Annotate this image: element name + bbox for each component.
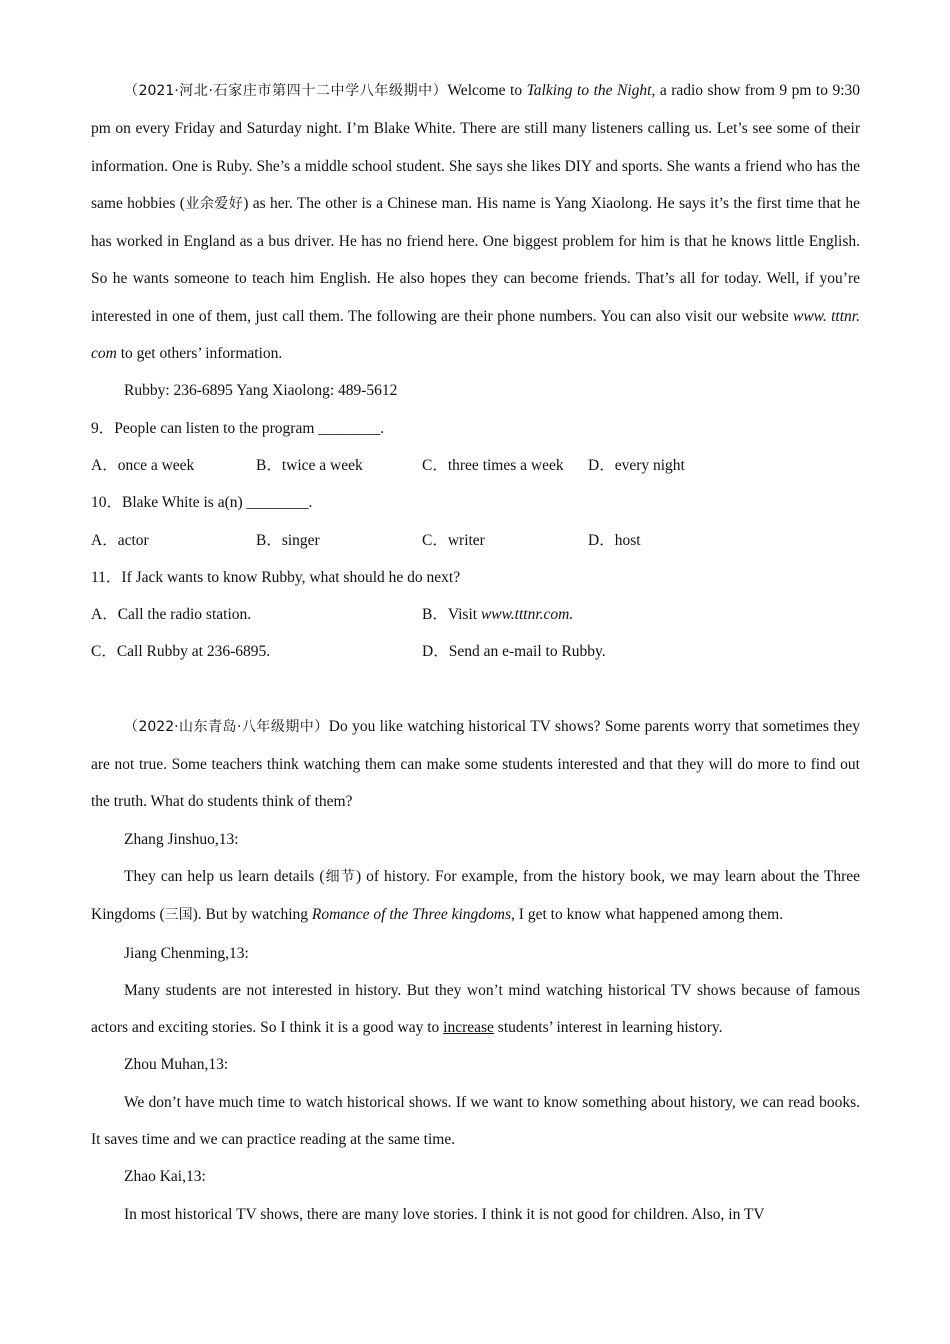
question-11-options-row2: [91, 633, 860, 670]
option-d[interactable]: D．every night: [588, 456, 685, 474]
show-title: Talking to the Night: [526, 82, 652, 99]
option-a[interactable]: A．once a week: [91, 456, 195, 474]
option-b-website: www.tttnr.com.: [480, 606, 574, 624]
chinese-gloss: 三国: [164, 907, 193, 924]
option-c[interactable]: C．Call Rubby at 236-6895.: [91, 643, 271, 661]
chinese-gloss: 细节: [324, 868, 356, 885]
section-gap: [91, 671, 860, 708]
opinion-text: students’ interest in learning history.: [493, 1019, 723, 1037]
option-b[interactable]: [422, 596, 573, 633]
option-b[interactable]: B．twice a week: [256, 456, 363, 474]
opinion-text: ). But by watching: [192, 906, 312, 924]
option-c[interactable]: C．writer: [422, 531, 485, 549]
underlined-word: increase: [443, 1019, 494, 1037]
student-name: Zhou Muhan,13:: [124, 1056, 229, 1074]
passage1-source: （2021·河北·石家庄市第四十二中学八年级期中）: [124, 83, 448, 99]
passage1-paragraph: [91, 72, 860, 372]
option-b[interactable]: B．singer: [256, 531, 320, 549]
document-page: [91, 72, 860, 1233]
option-a[interactable]: A．actor: [91, 531, 149, 549]
phone-numbers: Rubby: 236-6895 Yang Xiaolong: 489-5612: [124, 382, 398, 400]
opinion-text: They can help us learn details (: [124, 867, 325, 885]
book-title: Romance of the Three kingdoms: [311, 906, 512, 924]
chinese-gloss: 业余爱好: [184, 195, 244, 212]
passage1-text: to get others’ information.: [116, 345, 283, 363]
question-10-stem: 10．Blake White is a(n) ________.: [91, 494, 313, 512]
passage1-text: , a radio show from 9 pm to 9:30 pm on every Friday and Saturday night. I’m Blake White. There are still many listeners calling us. Let’s see some of their information. One is Ruby. She’s a middle school student. She says she likes DIY and sports. She wants a friend who has the same hobbies (: [91, 82, 861, 212]
student-opinion: In most historical TV shows, there are many love stories. I think it is not good for children. Also, in TV: [124, 1205, 765, 1223]
student-name: Zhao Kai,13:: [124, 1168, 206, 1186]
question-11-options-row1: [91, 596, 860, 633]
passage1-text: Welcome to: [447, 82, 527, 99]
passage1-text: ) as her. The other is a Chinese man. His name is Yang Xiaolong. He says it’s the first time that he has worked in England as a bus driver. He has no friend here. One biggest problem for him is that he knows little English. So he wants someone to teach him English. He also hopes they can become friends. That’s all for today. Well, if you’re interested in one of them, just call them. The following are their phone numbers. You can also visit our website: [91, 194, 861, 325]
opinion-text: Many students are not interested in history. But they won’t mind watching historical TV shows because of famous actors and exciting stories. So I think it is a good way to: [91, 981, 860, 1037]
option-c[interactable]: C．three times a week: [422, 456, 564, 474]
question-9-stem: 9．People can listen to the program ________.: [91, 419, 385, 437]
student-name: Jiang Chenming,13:: [124, 944, 249, 962]
option-a[interactable]: A．Call the radio station.: [91, 606, 252, 624]
passage2-source: （2022·山东青岛·八年级期中）: [124, 718, 329, 735]
question-10-options: [91, 522, 860, 559]
option-d[interactable]: D．Send an e-mail to Rubby.: [422, 643, 606, 661]
passage2-intro: [91, 708, 860, 821]
student-name: Zhang Jinshuo,13:: [124, 830, 239, 848]
website-link: www. tttnr. com: [91, 307, 860, 363]
option-d[interactable]: D．host: [588, 531, 641, 549]
opinion-text: ) of history. For example, from the history book, we may learn about the Three Kingdoms (: [91, 867, 860, 924]
student-opinion: We don’t have much time to watch historical shows. If we want to know something about history, we can read books. It saves time and we can practice reading at the same time.: [91, 1093, 860, 1149]
question-9-options: [91, 447, 860, 484]
student-opinion: [91, 858, 860, 935]
option-b-text: B．Visit: [422, 606, 481, 624]
question-11-stem: 11．If Jack wants to know Rubby, what should he do next?: [91, 568, 461, 586]
passage2-intro-text: Do you like watching historical TV shows? Some parents worry that sometimes they are not true. Some teachers think watching them can make some students interested and that they will do more to find out the truth. What do students think of them?: [91, 717, 860, 811]
opinion-text: , I get to know what happened among them.: [511, 906, 784, 924]
student-opinion: [91, 972, 860, 1047]
